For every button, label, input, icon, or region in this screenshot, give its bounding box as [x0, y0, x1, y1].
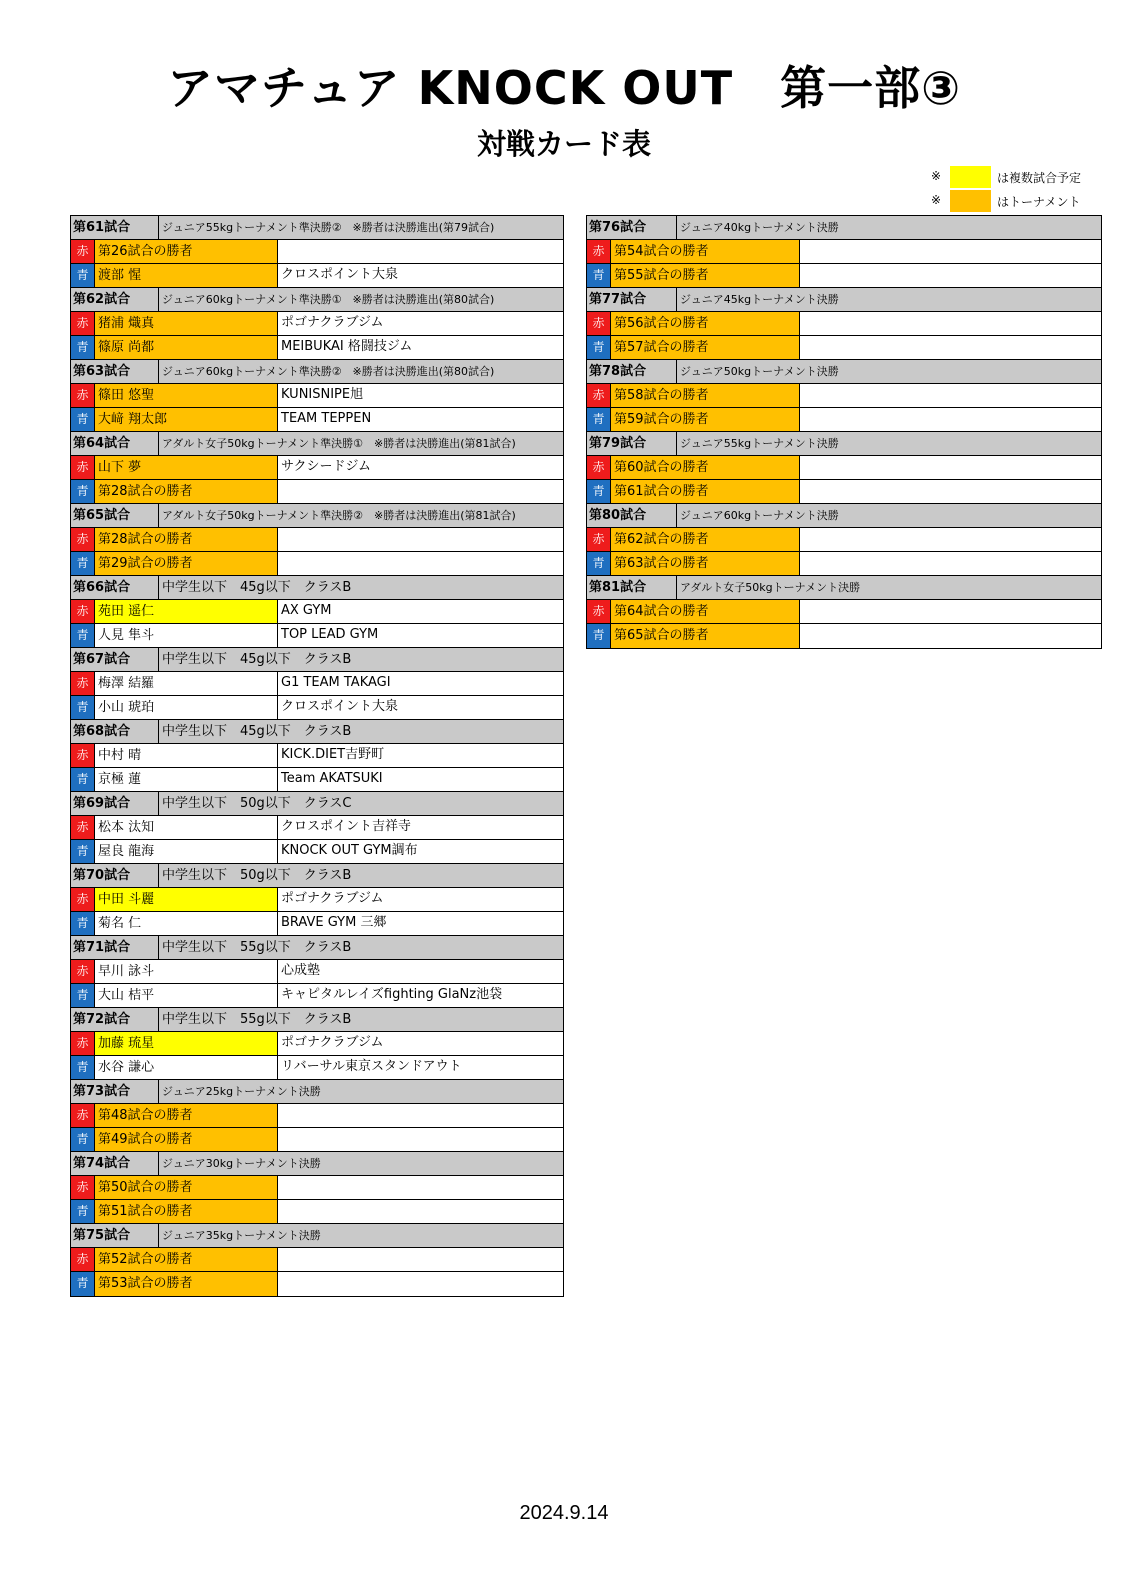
bout-description: ジュニア45kgトーナメント決勝	[680, 293, 839, 306]
fighter-gym: G1 TEAM TAKAGI	[281, 675, 391, 690]
red-corner-row	[71, 1032, 563, 1056]
red-corner-label: 赤	[71, 1104, 95, 1127]
blue-corner-row	[71, 1056, 563, 1080]
bout-header	[71, 864, 563, 888]
blue-corner-row	[71, 768, 563, 792]
bout-header	[71, 720, 563, 744]
blue-corner-row	[587, 552, 1101, 576]
bout-description: ジュニア55kgトーナメント決勝	[680, 437, 839, 450]
fighter-gym	[800, 528, 1101, 551]
fighter-gym	[278, 1104, 563, 1127]
fighter-gym	[278, 552, 563, 575]
red-corner-row	[587, 528, 1101, 552]
fighter-name: 篠原 尚都	[95, 336, 278, 359]
red-corner-label: 赤	[71, 456, 95, 479]
bout-description: 中学生以下 50g以下 クラスC	[162, 796, 352, 811]
blue-corner-label: 青	[587, 552, 611, 575]
bout-header	[71, 936, 563, 960]
blue-corner-label: 青	[587, 336, 611, 359]
blue-corner-label: 青	[71, 1200, 95, 1223]
bout-description: 中学生以下 45g以下 クラスB	[162, 652, 352, 667]
red-corner-label: 赤	[587, 240, 611, 263]
bout-table-left	[70, 215, 564, 1297]
fighter-gym: TOP LEAD GYM	[281, 627, 379, 642]
bout-description: ジュニア50kgトーナメント決勝	[680, 365, 839, 378]
bout-description: ジュニア30kgトーナメント決勝	[162, 1157, 321, 1170]
fighter-name: 第57試合の勝者	[611, 336, 800, 359]
fighter-gym	[800, 456, 1101, 479]
red-corner-label: 赤	[71, 1032, 95, 1055]
bout-header	[71, 792, 563, 816]
bout-number: 第72試合	[71, 1008, 159, 1031]
fighter-name: 第64試合の勝者	[611, 600, 800, 623]
bout-number: 第64試合	[71, 432, 159, 455]
red-corner-label: 赤	[71, 672, 95, 695]
bout-number: 第80試合	[587, 504, 677, 527]
bout-number: 第71試合	[71, 936, 159, 959]
fighter-gym: クロスポイント吉祥寺	[281, 819, 412, 834]
bout-description: 中学生以下 55g以下 クラスB	[162, 1012, 352, 1027]
red-corner-row	[71, 528, 563, 552]
red-corner-row	[71, 1248, 563, 1272]
blue-corner-label: 青	[71, 336, 95, 359]
bout-description: ジュニア35kgトーナメント決勝	[162, 1229, 321, 1242]
fighter-name: 第52試合の勝者	[95, 1248, 278, 1271]
bout-description: 中学生以下 55g以下 クラスB	[162, 940, 352, 955]
fighter-name: 第26試合の勝者	[95, 240, 278, 263]
page-subtitle: 対戦カード表	[476, 127, 651, 161]
fighter-name: 第55試合の勝者	[611, 264, 800, 287]
red-corner-row	[71, 744, 563, 768]
bout-number: 第67試合	[71, 648, 159, 671]
fighter-name: 第63試合の勝者	[611, 552, 800, 575]
fighter-gym: AX GYM	[281, 603, 332, 618]
blue-corner-row	[71, 1272, 563, 1296]
fighter-gym	[800, 240, 1101, 263]
bout-description: 中学生以下 50g以下 クラスB	[162, 868, 352, 883]
fighter-name: 屋良 龍海	[95, 840, 278, 863]
fighter-gym	[278, 480, 563, 503]
fighter-gym	[800, 624, 1101, 648]
bout-header	[587, 432, 1101, 456]
bout-header	[71, 1080, 563, 1104]
legend-swatch-yellow	[950, 166, 991, 188]
bout-description: 中学生以下 45g以下 クラスB	[162, 580, 352, 595]
bout-number: 第69試合	[71, 792, 159, 815]
fighter-name: 第56試合の勝者	[611, 312, 800, 335]
bout-header	[71, 576, 563, 600]
fighter-gym	[278, 1128, 563, 1151]
fighter-name: 第59試合の勝者	[611, 408, 800, 431]
bout-header	[587, 216, 1101, 240]
bout-header	[587, 576, 1101, 600]
bout-number: 第70試合	[71, 864, 159, 887]
bout-header	[587, 360, 1101, 384]
blue-corner-row	[71, 552, 563, 576]
fighter-name: 第60試合の勝者	[611, 456, 800, 479]
bout-table-right	[586, 215, 1102, 649]
fighter-gym: クロスポイント大泉	[281, 699, 399, 714]
fighter-gym	[278, 1176, 563, 1199]
red-corner-row	[71, 1104, 563, 1128]
blue-corner-row	[587, 408, 1101, 432]
red-corner-row	[71, 672, 563, 696]
bout-description: アダルト女子50kgトーナメント決勝	[680, 581, 861, 594]
fighter-gym: KICK.DIET吉野町	[281, 747, 385, 762]
bout-number: 第68試合	[71, 720, 159, 743]
blue-corner-label: 青	[71, 624, 95, 647]
fighter-gym: リバーサル東京スタンドアウト	[281, 1059, 462, 1074]
red-corner-row	[71, 600, 563, 624]
blue-corner-row	[71, 912, 563, 936]
fighter-name: 苑田 遥仁	[95, 600, 278, 623]
bout-header	[71, 1224, 563, 1248]
red-corner-label: 赤	[71, 528, 95, 551]
blue-corner-row	[71, 984, 563, 1008]
red-corner-label: 赤	[71, 1176, 95, 1199]
fighter-gym	[800, 312, 1101, 335]
bout-description: ジュニア55kgトーナメント準決勝② ※勝者は決勝進出(第79試合)	[162, 221, 495, 234]
fighter-name: 第65試合の勝者	[611, 624, 800, 648]
fighter-gym: MEIBUKAI 格闘技ジム	[281, 339, 413, 354]
bout-header	[71, 216, 563, 240]
bout-header	[71, 288, 563, 312]
fighter-gym: Team AKATSUKI	[281, 771, 383, 786]
legend-swatch-orange	[950, 190, 991, 212]
red-corner-row	[587, 312, 1101, 336]
fighter-name: 山下 夢	[95, 456, 278, 479]
fighter-gym	[800, 480, 1101, 503]
blue-corner-row	[71, 624, 563, 648]
blue-corner-row	[71, 1200, 563, 1224]
blue-corner-row	[71, 408, 563, 432]
legend-text: はトーナメント	[997, 195, 1081, 209]
blue-corner-label: 青	[587, 624, 611, 648]
red-corner-row	[587, 600, 1101, 624]
blue-corner-row	[71, 336, 563, 360]
fighter-name: 人見 隼斗	[95, 624, 278, 647]
red-corner-label: 赤	[71, 744, 95, 767]
blue-corner-label: 青	[71, 408, 95, 431]
fighter-gym	[278, 1200, 563, 1223]
fighter-name: 加藤 琉星	[95, 1032, 278, 1055]
fighter-gym	[800, 336, 1101, 359]
red-corner-label: 赤	[71, 312, 95, 335]
fighter-name: 小山 琥珀	[95, 696, 278, 719]
fighter-name: 大山 桔平	[95, 984, 278, 1007]
blue-corner-row	[587, 336, 1101, 360]
fighter-name: 第28試合の勝者	[95, 528, 278, 551]
bout-number: 第75試合	[71, 1224, 159, 1247]
fighter-gym: サクシードジム	[281, 459, 371, 474]
bout-number: 第77試合	[587, 288, 677, 311]
red-corner-label: 赤	[71, 888, 95, 911]
blue-corner-label: 青	[587, 264, 611, 287]
red-corner-row	[71, 888, 563, 912]
red-corner-label: 赤	[71, 816, 95, 839]
red-corner-row	[71, 384, 563, 408]
fighter-gym	[800, 384, 1101, 407]
bout-header	[71, 1152, 563, 1176]
bout-header	[71, 1008, 563, 1032]
fighter-gym: 心成塾	[281, 963, 321, 978]
bout-number: 第66試合	[71, 576, 159, 599]
blue-corner-label: 青	[71, 1272, 95, 1296]
blue-corner-label: 青	[71, 264, 95, 287]
bout-number: 第74試合	[71, 1152, 159, 1175]
red-corner-row	[587, 384, 1101, 408]
red-corner-row	[587, 240, 1101, 264]
blue-corner-label: 青	[71, 1128, 95, 1151]
bout-description: ジュニア25kgトーナメント決勝	[162, 1085, 321, 1098]
bout-description: ジュニア60kgトーナメント準決勝① ※勝者は決勝進出(第80試合)	[162, 293, 495, 306]
fighter-gym	[278, 240, 563, 263]
blue-corner-label: 青	[71, 984, 95, 1007]
bout-description: ジュニア60kgトーナメント決勝	[680, 509, 839, 522]
fighter-gym	[800, 600, 1101, 623]
fighter-name: 中村 晴	[95, 744, 278, 767]
blue-corner-label: 青	[587, 408, 611, 431]
blue-corner-label: 青	[71, 768, 95, 791]
bout-description: アダルト女子50kgトーナメント準決勝① ※勝者は決勝進出(第81試合)	[162, 437, 516, 450]
fighter-name: 第62試合の勝者	[611, 528, 800, 551]
fighter-name: 第58試合の勝者	[611, 384, 800, 407]
fighter-gym	[800, 264, 1101, 287]
blue-corner-row	[587, 480, 1101, 504]
fighter-name: 第28試合の勝者	[95, 480, 278, 503]
blue-corner-label: 青	[587, 480, 611, 503]
red-corner-row	[71, 456, 563, 480]
bout-description: ジュニア40kgトーナメント決勝	[680, 221, 839, 234]
blue-corner-label: 青	[71, 912, 95, 935]
fighter-gym: クロスポイント大泉	[281, 267, 399, 282]
bout-header	[71, 360, 563, 384]
blue-corner-label: 青	[71, 840, 95, 863]
fighter-name: 第48試合の勝者	[95, 1104, 278, 1127]
fighter-name: 猪浦 熾真	[95, 312, 278, 335]
bout-header	[587, 504, 1101, 528]
blue-corner-label: 青	[71, 1056, 95, 1079]
fighter-gym: キャピタルレイズfighting GlaNz池袋	[281, 987, 503, 1002]
fighter-gym	[278, 1272, 563, 1296]
fighter-name: 第51試合の勝者	[95, 1200, 278, 1223]
fighter-name: 京極 蓮	[95, 768, 278, 791]
red-corner-row	[71, 312, 563, 336]
fighter-name: 第49試合の勝者	[95, 1128, 278, 1151]
bout-number: 第73試合	[71, 1080, 159, 1103]
blue-corner-row	[71, 480, 563, 504]
blue-corner-row	[71, 696, 563, 720]
red-corner-row	[71, 1176, 563, 1200]
blue-corner-row	[71, 264, 563, 288]
fighter-name: 梅澤 結羅	[95, 672, 278, 695]
fighter-name: 中田 斗麗	[95, 888, 278, 911]
bout-header	[71, 504, 563, 528]
legend-mark: ※	[931, 193, 942, 207]
fighter-name: 菊名 仁	[95, 912, 278, 935]
blue-corner-row	[587, 624, 1101, 648]
red-corner-label: 赤	[587, 312, 611, 335]
fighter-gym: ポゴナクラブジム	[281, 1035, 384, 1050]
red-corner-label: 赤	[71, 384, 95, 407]
blue-corner-label: 青	[71, 480, 95, 503]
fighter-name: 第29試合の勝者	[95, 552, 278, 575]
fighter-gym: ポゴナクラブジム	[281, 891, 384, 906]
bout-header	[587, 288, 1101, 312]
page-title: アマチュア KNOCK OUT 第一部③	[166, 61, 962, 115]
fighter-gym: TEAM TEPPEN	[281, 411, 372, 426]
bout-header	[71, 432, 563, 456]
fighter-name: 早川 詠斗	[95, 960, 278, 983]
fighter-name: 第53試合の勝者	[95, 1272, 278, 1296]
bout-description: アダルト女子50kgトーナメント準決勝② ※勝者は決勝進出(第81試合)	[162, 509, 516, 522]
blue-corner-row	[71, 840, 563, 864]
bout-description: 中学生以下 45g以下 クラスB	[162, 724, 352, 739]
red-corner-label: 赤	[587, 456, 611, 479]
red-corner-label: 赤	[71, 240, 95, 263]
legend-mark: ※	[931, 169, 942, 183]
document-date: 2024.9.14	[519, 1502, 609, 1524]
fighter-gym: BRAVE GYM 三郷	[281, 915, 387, 930]
blue-corner-row	[587, 264, 1101, 288]
fighter-gym: ポゴナクラブジム	[281, 315, 384, 330]
fighter-name: 大﨑 翔太郎	[95, 408, 278, 431]
red-corner-label: 赤	[71, 1248, 95, 1271]
fighter-gym: KUNISNIPE旭	[281, 387, 364, 402]
fighter-gym	[800, 408, 1101, 431]
bout-number: 第61試合	[71, 216, 159, 239]
legend-text: は複数試合予定	[997, 171, 1082, 185]
bout-header	[71, 648, 563, 672]
red-corner-label: 赤	[71, 960, 95, 983]
red-corner-label: 赤	[587, 384, 611, 407]
fighter-name: 第54試合の勝者	[611, 240, 800, 263]
red-corner-label: 赤	[587, 528, 611, 551]
fighter-name: 松本 汰知	[95, 816, 278, 839]
fighter-name: 第61試合の勝者	[611, 480, 800, 503]
bout-description: ジュニア60kgトーナメント準決勝② ※勝者は決勝進出(第80試合)	[162, 365, 495, 378]
fighter-gym	[800, 552, 1101, 575]
red-corner-label: 赤	[71, 600, 95, 623]
bout-number: 第76試合	[587, 216, 677, 239]
bout-number: 第79試合	[587, 432, 677, 455]
blue-corner-label: 青	[71, 552, 95, 575]
fighter-name: 第50試合の勝者	[95, 1176, 278, 1199]
bout-number: 第63試合	[71, 360, 159, 383]
fighter-gym	[278, 528, 563, 551]
blue-corner-row	[71, 1128, 563, 1152]
red-corner-label: 赤	[587, 600, 611, 623]
fighter-name: 水谷 謙心	[95, 1056, 278, 1079]
red-corner-row	[71, 816, 563, 840]
fighter-name: 渡部 惺	[95, 264, 278, 287]
fighter-gym: KNOCK OUT GYM調布	[281, 843, 418, 858]
bout-number: 第62試合	[71, 288, 159, 311]
red-corner-row	[71, 960, 563, 984]
red-corner-row	[587, 456, 1101, 480]
blue-corner-label: 青	[71, 696, 95, 719]
fighter-name: 篠田 悠聖	[95, 384, 278, 407]
fighter-gym	[278, 1248, 563, 1271]
bout-number: 第65試合	[71, 504, 159, 527]
bout-number: 第81試合	[587, 576, 677, 599]
red-corner-row	[71, 240, 563, 264]
bout-number: 第78試合	[587, 360, 677, 383]
